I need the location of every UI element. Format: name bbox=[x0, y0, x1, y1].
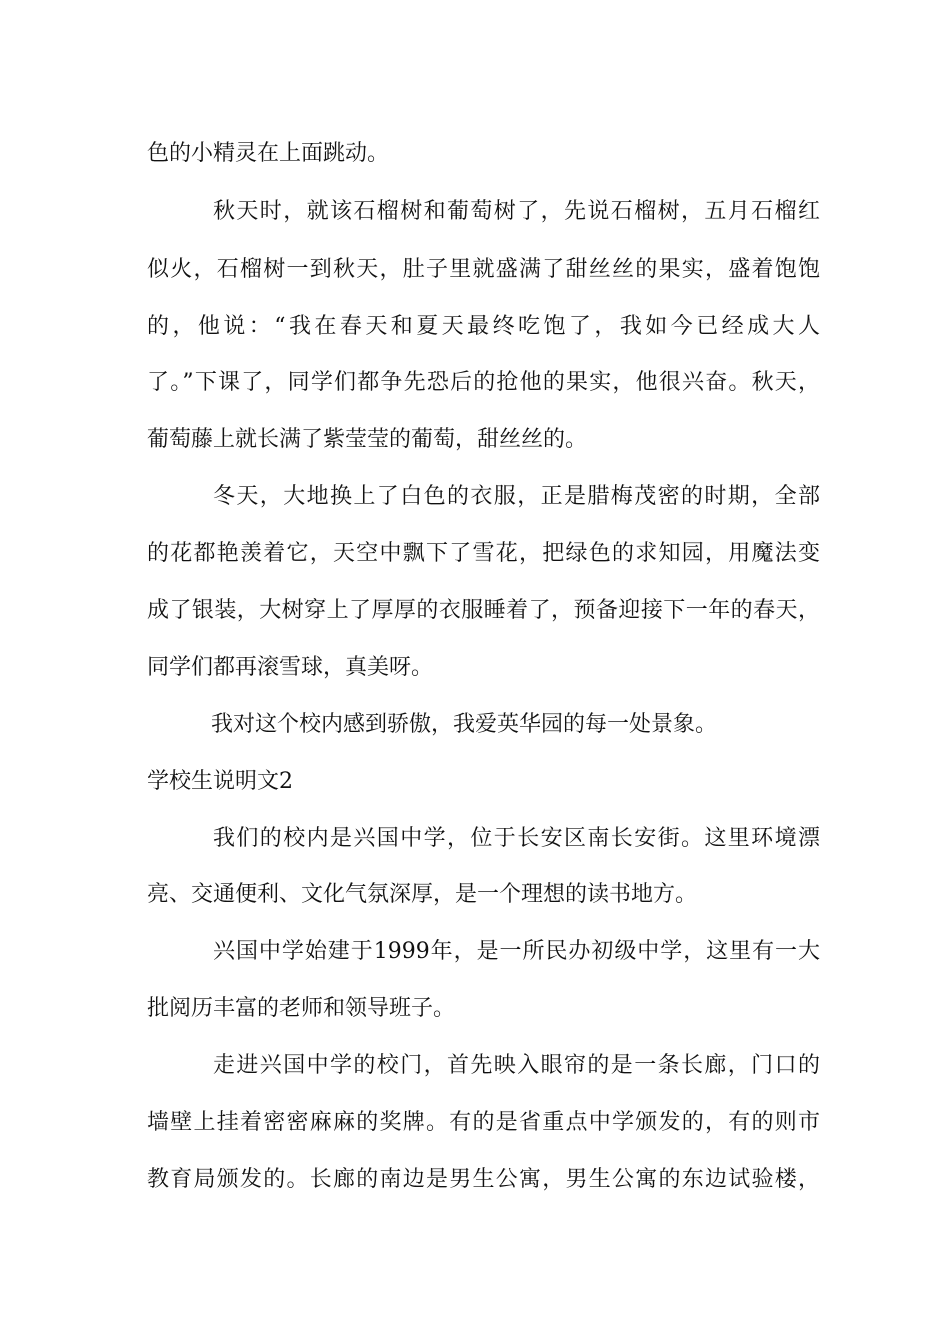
text-line: 成了银装，大树穿上了厚厚的衣服睡着了，预备迎接下一年的春天， bbox=[147, 598, 820, 623]
section-heading: 学校生说明文2 bbox=[147, 769, 293, 794]
text-line: 秋天时，就该石榴树和葡萄树了，先说石榴树，五月石榴红 bbox=[213, 199, 820, 224]
text-line: 似火，石榴树一到秋天，肚子里就盛满了甜丝丝的果实，盛着饱饱 bbox=[147, 257, 820, 282]
text-line: 批阅历丰富的老师和领导班子。 bbox=[147, 996, 456, 1021]
text-line: 同学们都再滚雪球，真美呀。 bbox=[147, 655, 434, 680]
text-line: 亮、交通便利、文化气氛深厚，是一个理想的读书地方。 bbox=[147, 882, 698, 907]
text-line: 的花都艳羡着它，天空中飘下了雪花，把绿色的求知园，用魔法变 bbox=[147, 541, 820, 566]
text-line: 教育局颁发的。长廊的南边是男生公寓，男生公寓的东边试验楼， bbox=[147, 1167, 820, 1192]
text-line: 冬天，大地换上了白色的衣服，正是腊梅茂密的时期，全部 bbox=[213, 484, 820, 509]
text-line: 我们的校内是兴国中学，位于长安区南长安街。这里环境漂 bbox=[213, 826, 820, 851]
text-line: 色的小精灵在上面跳动。 bbox=[147, 141, 390, 166]
text-line: 葡萄藤上就长满了紫莹莹的葡萄，甜丝丝的。 bbox=[147, 427, 588, 452]
text-line: 的，他说：“我在春天和夏天最终吃饱了，我如今已经成大人 bbox=[147, 314, 820, 339]
text-line: 我对这个校内感到骄傲，我爱英华园的每一处景象。 bbox=[211, 712, 718, 737]
text-line: 兴国中学始建于1999年，是一所民办初级中学，这里有一大 bbox=[213, 939, 820, 964]
text-line: 墙壁上挂着密密麻麻的奖牌。有的是省重点中学颁发的，有的则市 bbox=[147, 1110, 820, 1135]
text-line: 走进兴国中学的校门，首先映入眼帘的是一条长廊，门口的 bbox=[213, 1053, 820, 1078]
text-line: 了。”下课了，同学们都争先恐后的抢他的果实，他很兴奋。秋天， bbox=[147, 370, 820, 395]
